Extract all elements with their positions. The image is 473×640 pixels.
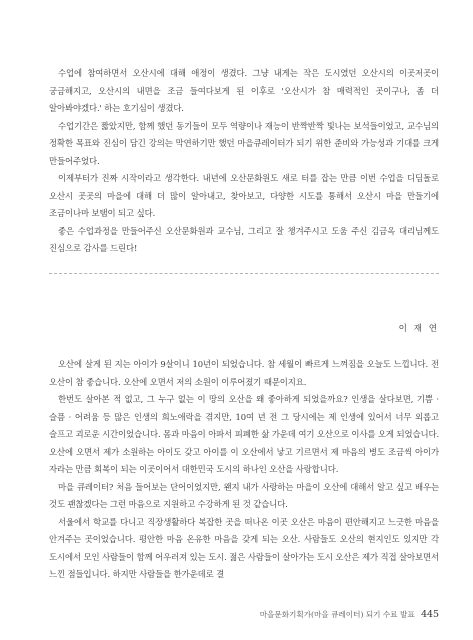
paragraph: 오산에 살게 된 지는 아이가 9살이니 10년이 되었습니다. 참 세월이 빠르게 느껴짐을 오늘도 느낍니다. 전 오산이 참 좋습니다. 오산에 오면서 저의 소원이 이루어졌기 때문이지요. <box>49 359 439 387</box>
paragraph: 한번도 살아본 적 없고, 그 누구 없는 이 땅의 오산을 왜 좋아하게 되었을까요? 인생을 살다보면, 기쁨 · 슬픔 · 어려움 등 많은 인생의 희노애락을 겪지만, 10여 년 전 그 당시에는 제 인생에 있어서 너무 외롭고 슬프고 괴로운 시간이었습니다. 몸과 마음이 아파서 피폐한 삶 가운데 여기 오산으로 이사를 오게 되었습니다. 오산에 오면서 제가 소원하는 아이도 갖고 아이를 이 오산에서 낳고 기르면서 제 마음의 병도 조금씩 아이가 자라는 만큼 회복이 되는 이곳이어서 대한민국 도시의 하나인 오산을 사랑합니다. <box>49 394 440 474</box>
paragraph: 이제부터가 진짜 시작이라고 생각한다. 내년에 오산문화원도 새로 터를 잡는 만큼 이번 수업을 디딤돌로 오산시 곳곳의 마을에 대해 더 많이 알아내고, 찾아보고, 다양한 시도를 통해서 오산시 마을 만들기에 조금이나마 보탬이 되고 싶다. <box>49 173 439 218</box>
paragraph: 마을 큐레이터? 처음 들어보는 단어이었지만, 왠지 내가 사랑하는 마을이 오산에 대해서 알고 싶고 배우는 것도 괜찮겠다는 그런 마음으로 지원하고 수강하게 된 것 같습니다. <box>49 481 439 509</box>
author-name: 이 재 연 <box>398 324 439 334</box>
paragraph: 수업에 참여하면서 오산시에 대해 애정이 생겼다. 그냥 내게는 작은 도시였던 오산시의 이곳저곳이 궁금해지고, 오산시의 내면을 조금 들여다보게 된 이후로 '오산시가 참 매력적인 곳이구나, 좀 더 알아봐야겠다.' 하는 호기심이 생겼다. <box>49 68 439 113</box>
paragraph: 좋은 수업과정을 만들어주신 오산문화원과 교수님, 그리고 잘 챙겨주시고 도움 주신 김금옥 대리님께도 진심으로 감사를 드린다! <box>49 225 439 253</box>
page-number: 445 <box>421 609 439 620</box>
section-divider <box>49 273 439 274</box>
running-title: 마을문화기획가(마을 큐레이터) 되기 수료 발표 <box>259 610 415 619</box>
paragraph: 수업기간은 짧았지만, 함께 했던 동기들이 모두 역량이나 재능이 반짝반짝 빛나는 보석들이었고, 교수님의 정확한 목표와 진심이 담긴 강의는 막연하기만 했던 마을큐레이터가 되기 위한 준비와 가능성과 기대를 크게 만들어주었다. <box>49 120 439 166</box>
essay-bottom <box>49 356 439 584</box>
paragraph: 서울에서 학교를 다니고 직장생활하다 복잡한 곳을 떠나온 이곳 오산은 마음이 편안해지고 느긋한 마음을 안겨주는 곳이었습니다. 평안한 마음 온유한 마음을 갖게 되는 오산. 사람들도 오산의 현지인도 있지만 각 도시에서 모인 사람들이 함께 어우러져 있는 도시. 젊은 사람들이 살아가는 도시 오산은 제가 직접 살아보면서 느낀 점들입니다. 하지만 사람들을 한가운데로 결 <box>49 516 440 579</box>
essay-top <box>49 65 439 258</box>
page-footer <box>260 609 439 620</box>
